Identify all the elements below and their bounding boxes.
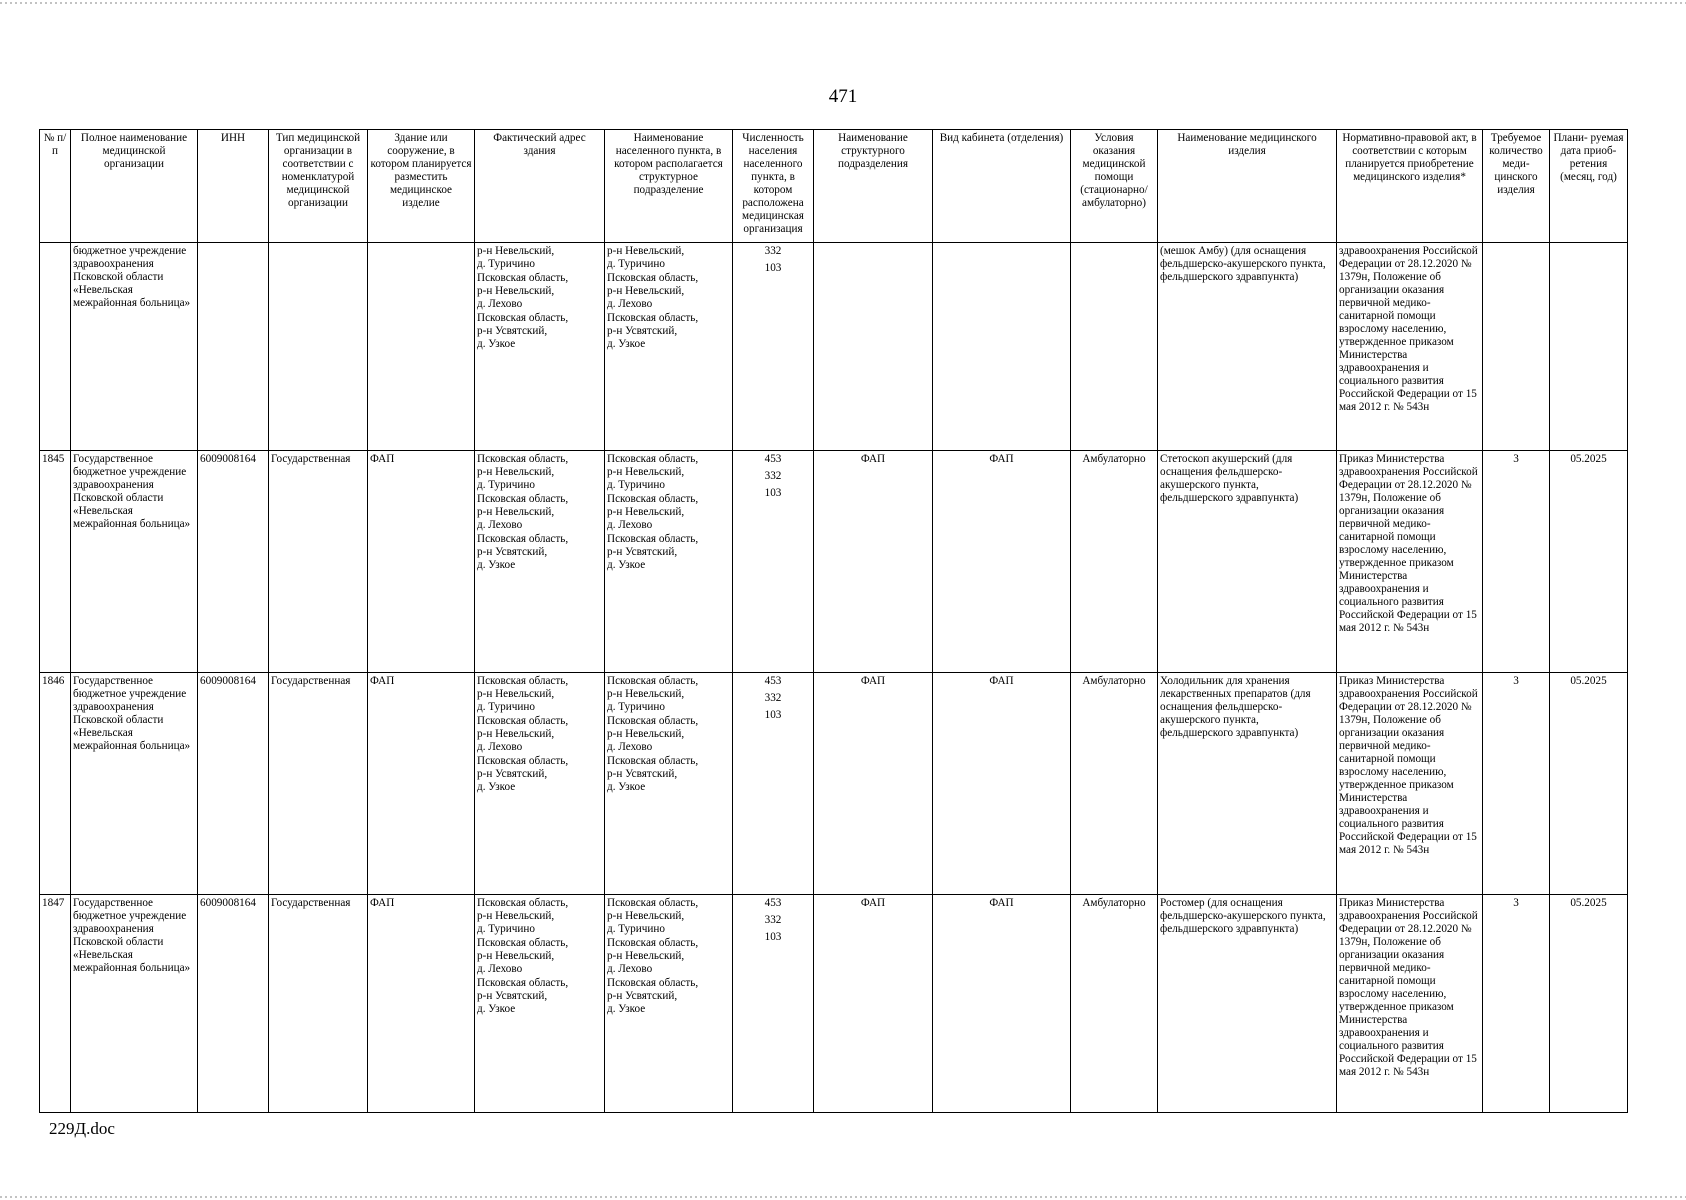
conditions-cell — [1071, 243, 1158, 451]
header-cell: № п/п — [40, 130, 71, 243]
population-value: 332 — [764, 470, 782, 482]
conditions-cell: Амбулаторно — [1071, 451, 1158, 673]
settlement-entry: Псковская область, р-н Невельский, д. Лехово — [607, 493, 699, 531]
table-row — [40, 451, 1628, 673]
settlement-entry: Псковская область, р-н Усвятский, д. Узкое — [607, 755, 699, 793]
scan-edge-top — [0, 2, 1686, 4]
settlement-cell — [605, 451, 733, 673]
device-cell: Холодильник для хранения лекарственных препаратов (для оснащения фельдшерско-акушерского пункта, фельдшерского здравпункта) — [1158, 673, 1337, 895]
cabinet-cell — [933, 243, 1071, 451]
qty-cell: 3 — [1483, 451, 1550, 673]
org-cell: Государственное бюджетное учреждение здравоохранения Псковской области «Невельская межрайонная больница» — [71, 451, 198, 673]
address-entry: Псковская область, р-н Невельский, д. Лехово — [477, 272, 569, 310]
address-entry: Псковская область, р-н Невельский, д. Лехово — [477, 493, 569, 531]
act-cell: Приказ Министерства здравоохранения Российской Федерации от 28.12.2020 № 1379н, Положение об организации оказания первичной медико-санитарной помощи взрослому населению, утвержденное приказом Министерства здравоохранения и социального развития Российской Федерации от 15 мая 2012 г. № 543н — [1337, 895, 1483, 1113]
unit-cell — [814, 243, 933, 451]
unit-cell: ФАП — [814, 895, 933, 1113]
row-num-cell: 1845 — [40, 451, 71, 673]
date-cell: 05.2025 — [1550, 451, 1628, 673]
cabinet-cell: ФАП — [933, 673, 1071, 895]
header-cell: Тип медицинской организации в соответствии с номенклатурой медицинской организации — [269, 130, 368, 243]
address-entry: Псковская область, р-н Невельский, д. Лехово — [477, 715, 569, 753]
settlement-entry: Псковская область, р-н Невельский, д. Лехово — [607, 715, 699, 753]
date-cell: 05.2025 — [1550, 673, 1628, 895]
settlement-entry: Псковская область, р-н Невельский, д. Туричино — [607, 675, 699, 713]
settlement-entry: Псковская область, р-н Усвятский, д. Узкое — [607, 533, 699, 571]
header-cell: Условия оказания медицинской помощи (стационарно/ амбулаторно) — [1071, 130, 1158, 243]
address-cell — [475, 895, 605, 1113]
inn-cell: 6009008164 — [198, 451, 269, 673]
row-num-cell: 1846 — [40, 673, 71, 895]
table-row — [40, 673, 1628, 895]
building-cell: ФАП — [368, 895, 475, 1113]
unit-cell: ФАП — [814, 451, 933, 673]
address-entry: Псковская область, р-н Усвятский, д. Узкое — [477, 755, 569, 793]
header-cell: Численность населения населенного пункта, в котором расположена медицинская организация — [733, 130, 814, 243]
header-cell: Наименование медицинского изделия — [1158, 130, 1337, 243]
footer-filename: 229Д.doc — [49, 1119, 115, 1138]
qty-cell: 3 — [1483, 895, 1550, 1113]
address-entry: Псковская область, р-н Невельский, д. Туричино — [477, 675, 569, 713]
device-cell: (мешок Амбу) (для оснащения фельдшерско-акушерского пункта, фельдшерского здравпункта) — [1158, 243, 1337, 451]
population-value: 332 — [764, 914, 782, 926]
header-cell: Вид кабинета (отделения) — [933, 130, 1071, 243]
address-entry: Псковская область, р-н Невельский, д. Лехово — [477, 937, 569, 975]
address-cell — [475, 243, 605, 451]
table-row-continuation — [40, 243, 1628, 451]
type-cell: Государственная — [269, 451, 368, 673]
act-cell: здравоохранения Российской Федерации от 28.12.2020 № 1379н, Положение об организации оказания первичной медико-санитарной помощи взрослому населению, утвержденное приказом Министерства здравоохранения и социального развития Российской Федерации от 15 мая 2012 г. № 543н — [1337, 243, 1483, 451]
address-cell — [475, 673, 605, 895]
device-cell: Ростомер (для оснащения фельдшерско-акушерского пункта, фельдшерского здравпункта) — [1158, 895, 1337, 1113]
population-cell — [733, 451, 814, 673]
population-cell — [733, 243, 814, 451]
unit-cell: ФАП — [814, 673, 933, 895]
page-number: 471 — [828, 86, 858, 107]
header-cell: Наименование населенного пункта, в котором располагается структурное подразделение — [605, 130, 733, 243]
settlement-cell — [605, 895, 733, 1113]
population-value: 453 — [764, 675, 782, 687]
building-cell — [368, 243, 475, 451]
header-cell: Здание или сооружение, в котором планируется разместить медицинское изделие — [368, 130, 475, 243]
qty-cell: 3 — [1483, 673, 1550, 895]
row-num-cell — [40, 243, 71, 451]
settlement-entry: Псковская область, р-н Невельский, д. Туричино — [607, 453, 699, 491]
population-value: 103 — [764, 709, 782, 721]
address-entry: р-н Невельский, д. Туричино — [477, 245, 555, 270]
population-value: 453 — [764, 453, 782, 465]
date-cell — [1550, 243, 1628, 451]
header-cell: Плани- руемая дата приоб- ретения (месяц, год) — [1550, 130, 1628, 243]
settlement-entry: Псковская область, р-н Усвятский, д. Узкое — [607, 312, 699, 350]
population-value: 103 — [764, 262, 782, 274]
settlement-entry: Псковская область, р-н Невельский, д. Лехово — [607, 937, 699, 975]
population-value: 332 — [764, 245, 782, 257]
header-cell: Нормативно-правовой акт, в соответствии с которым планируется приобретение медицинского изделия* — [1337, 130, 1483, 243]
inn-cell: 6009008164 — [198, 895, 269, 1113]
settlement-cell — [605, 673, 733, 895]
row-num-cell: 1847 — [40, 895, 71, 1113]
org-cell: Государственное бюджетное учреждение здравоохранения Псковской области «Невельская межрайонная больница» — [71, 673, 198, 895]
population-value: 453 — [764, 897, 782, 909]
type-cell — [269, 243, 368, 451]
settlement-entry: Псковская область, р-н Усвятский, д. Узкое — [607, 977, 699, 1015]
building-cell: ФАП — [368, 451, 475, 673]
population-value: 103 — [764, 931, 782, 943]
qty-cell — [1483, 243, 1550, 451]
org-cell: бюджетное учреждение здравоохранения Псковской области «Невельская межрайонная больница» — [71, 243, 198, 451]
population-value: 332 — [764, 692, 782, 704]
population-cell — [733, 673, 814, 895]
settlement-entry: р-н Невельский, д. Туричино — [607, 245, 685, 270]
address-entry: Псковская область, р-н Невельский, д. Туричино — [477, 897, 569, 935]
settlement-entry: Псковская область, р-н Невельский, д. Туричино — [607, 897, 699, 935]
building-cell: ФАП — [368, 673, 475, 895]
address-entry: Псковская область, р-н Невельский, д. Туричино — [477, 453, 569, 491]
header-cell: Требуемое количество меди- цинского изделия — [1483, 130, 1550, 243]
type-cell: Государственная — [269, 895, 368, 1113]
population-cell — [733, 895, 814, 1113]
cabinet-cell: ФАП — [933, 451, 1071, 673]
cabinet-cell: ФАП — [933, 895, 1071, 1113]
header-cell: Полное наименование медицинской организации — [71, 130, 198, 243]
header-cell: Фактический адрес здания — [475, 130, 605, 243]
address-entry: Псковская область, р-н Усвятский, д. Узкое — [477, 312, 569, 350]
scan-edge-bottom — [0, 1196, 1686, 1198]
address-cell — [475, 451, 605, 673]
conditions-cell: Амбулаторно — [1071, 673, 1158, 895]
header-cell: Наименование структурного подразделения — [814, 130, 933, 243]
device-cell: Стетоскоп акушерский (для оснащения фельдшерско-акушерского пункта, фельдшерского здравпункта) — [1158, 451, 1337, 673]
population-value: 103 — [764, 487, 782, 499]
address-entry: Псковская область, р-н Усвятский, д. Узкое — [477, 977, 569, 1015]
act-cell: Приказ Министерства здравоохранения Российской Федерации от 28.12.2020 № 1379н, Положение об организации оказания первичной медико-санитарной помощи взрослому населению, утвержденное приказом Министерства здравоохранения и социального развития Российской Федерации от 15 мая 2012 г. № 543н — [1337, 451, 1483, 673]
header-cell: ИНН — [198, 130, 269, 243]
date-cell: 05.2025 — [1550, 895, 1628, 1113]
conditions-cell: Амбулаторно — [1071, 895, 1158, 1113]
type-cell: Государственная — [269, 673, 368, 895]
inn-cell: 6009008164 — [198, 673, 269, 895]
table-row — [40, 895, 1628, 1113]
medical-devices-table — [39, 129, 1628, 1113]
settlement-entry: Псковская область, р-н Невельский, д. Лехово — [607, 272, 699, 310]
header-row — [40, 130, 1628, 243]
act-cell: Приказ Министерства здравоохранения Российской Федерации от 28.12.2020 № 1379н, Положение об организации оказания первичной медико-санитарной помощи взрослому населению, утвержденное приказом Министерства здравоохранения и социального развития Российской Федерации от 15 мая 2012 г. № 543н — [1337, 673, 1483, 895]
org-cell: Государственное бюджетное учреждение здравоохранения Псковской области «Невельская межрайонная больница» — [71, 895, 198, 1113]
address-entry: Псковская область, р-н Усвятский, д. Узкое — [477, 533, 569, 571]
settlement-cell — [605, 243, 733, 451]
inn-cell — [198, 243, 269, 451]
